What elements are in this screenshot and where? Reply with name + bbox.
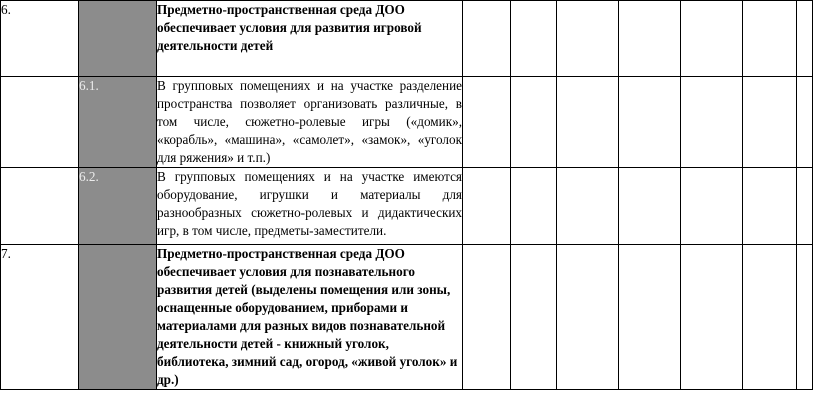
empty-cell — [557, 168, 619, 245]
row-number: 6. — [1, 1, 79, 77]
row-number: 7. — [1, 245, 79, 390]
criterion-heading: Предметно-пространственная среда ДОО обеспечивает условия для развития игровой деятельности детей — [157, 1, 463, 77]
criterion-heading: Предметно-пространственная среда ДОО обеспечивает условия для познавательного развития детей (выделены помещения или зоны, оснащенные оборудованием, приборами и материалами для разных видов познавательной деятельности детей - книжный уголок, библиотека, зимний сад, огород, «живой уголок» и др.) — [157, 245, 463, 390]
sub-number: 6.1. — [79, 77, 157, 168]
empty-cell — [557, 77, 619, 168]
empty-cell — [619, 245, 681, 390]
empty-cell — [511, 77, 557, 168]
empty-cell — [619, 77, 681, 168]
table-row — [1, 77, 813, 168]
table-row — [1, 245, 813, 390]
criterion-text: В групповых помещениях и на участке разделение пространства позволяет организовать различные, в том числе, сюжетно-ролевые игры («домик», «корабль», «машина», «самолет», «замок», «уголок для ряжения» и т.п.) — [157, 77, 463, 168]
table-row — [1, 168, 813, 245]
empty-cell — [797, 245, 813, 390]
empty-cell — [619, 168, 681, 245]
empty-cell — [511, 245, 557, 390]
empty-cell — [743, 77, 797, 168]
empty-cell — [743, 1, 797, 77]
criterion-text: В групповых помещениях и на участке имеются оборудование, игрушки и материалы для разнообразных сюжетно-ролевых и дидактических игр, в том числе, предметы-заместители. — [157, 168, 463, 245]
shaded-cell — [79, 1, 157, 77]
empty-cell — [511, 168, 557, 245]
empty-cell — [743, 245, 797, 390]
empty-cell — [619, 1, 681, 77]
empty-cell — [511, 1, 557, 77]
empty-cell — [797, 77, 813, 168]
empty-cell — [463, 77, 511, 168]
empty-cell — [743, 168, 797, 245]
empty-cell — [557, 1, 619, 77]
shaded-cell — [79, 245, 157, 390]
table-row — [1, 1, 813, 77]
row-number — [1, 168, 79, 245]
row-number — [1, 77, 79, 168]
empty-cell — [463, 245, 511, 390]
empty-cell — [681, 245, 743, 390]
empty-cell — [557, 245, 619, 390]
empty-cell — [463, 1, 511, 77]
empty-cell — [463, 168, 511, 245]
empty-cell — [681, 168, 743, 245]
empty-cell — [681, 1, 743, 77]
empty-cell — [797, 1, 813, 77]
sub-number: 6.2. — [79, 168, 157, 245]
empty-cell — [681, 77, 743, 168]
empty-cell — [797, 168, 813, 245]
